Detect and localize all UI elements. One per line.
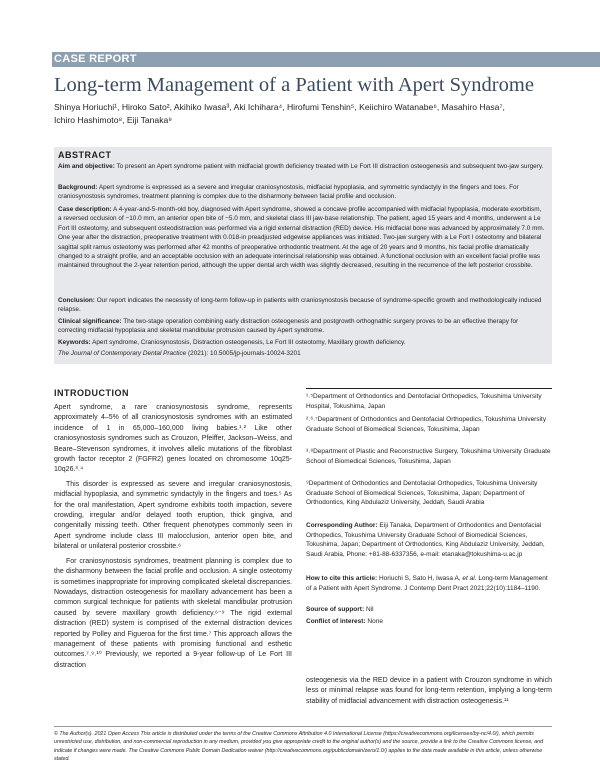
intro-paragraph-1: Apert syndrome, a rare craniosynostosis syndrome, represents approximately 4–5% of all craniosynostosis syndromes with an estimated incidence of 1 in 65,000–160,000 living babies.¹˒² Like other craniosynostosis syndromes such as Crouzon, Pfeiffer, Jackson–Weiss, and Beare–Stevenson syndromes, it involves allelic mutations of the fibroblast growth factor receptor 2 (FGFR2) genes located on chromosome 10q25-10q26.³˒⁴ <box>54 404 292 474</box>
affiliation-3: ³˒⁸Department of Plastic and Reconstructive Surgery, Tokushima University Graduate School of Biomedical Sciences, Tokushima, Japan <box>306 448 551 465</box>
case-label: Case description: <box>58 206 112 213</box>
case-report-label: CASE REPORT <box>54 53 137 65</box>
affiliation-4: ⁹Department of Orthodontics and Dentofacial Orthopedics, Tokushima University Graduate School of Biomedical Sciences, Tokushima, Japan; Department of Orthodontics, King Abdulaziz University, Jeddah, Saudi Arabia <box>306 480 538 507</box>
affiliation-rule <box>306 388 552 389</box>
abstract-conclusion <box>58 296 546 315</box>
keywords-label: Keywords: <box>58 339 91 346</box>
affiliation-2: ²˒⁶˒⁷Department of Orthodontics and Dentofacial Orthopedics, Tokushima University Graduate School of Biomedical Sciences, Tokushima, Japan <box>306 416 547 433</box>
abstract-case-description <box>58 205 546 271</box>
conflict-of-interest <box>306 617 552 627</box>
affiliation-1: ¹˒⁵Department of Orthodontics and Dentofacial Orthopedics, Tokushima University Hospital, Tokushima, Japan <box>306 393 542 410</box>
cite-text: Horiuchi S, Sato H, Iwasa A, <box>377 575 463 582</box>
support-label: Source of support: <box>306 606 365 613</box>
abstract-citation <box>58 349 546 358</box>
authors-line-2: Ichiro Hashimoto⁸, Eiji Tanaka⁹ <box>54 115 172 125</box>
introduction-body <box>54 403 292 671</box>
intro-paragraph-3: For craniosynostosis syndromes, treatment planning is complex due to the disharmony between the facial profile and occlusion. A single osteotomy is sometimes inappropriate for improving complicated skeletal discrepancies. Nowadays, distraction osteogenesis for maxillary advancement has been a common surgical technique for patients with skeletal mandibular protrusion caused by severe maxillary growth deficiency.⁶⁻⁹ The rigid external distraction (RED) system is comprised of the external distraction devices reported by Polley and Figueroa for the first time.⁷ This approach allows the management of these patients with promising functional and esthetic outcomes.⁷˒⁹˒¹⁰ Previously, we reported a 9-year follow-up of Le Fort III distraction <box>54 557 292 669</box>
conclusion-label: Conclusion: <box>58 297 95 304</box>
abstract-significance <box>58 317 546 336</box>
background-label: Background: <box>58 184 98 191</box>
cite-label: How to cite this article: <box>306 575 378 582</box>
significance-text: The two-stage operation combining early distraction osteogenesis and postgrowth orthognathic surgery proves to be an effective therapy for correcting midfacial hypoplasia and skeletal mandibular protrusion caused by Apert syndrome. <box>58 318 519 335</box>
intro-paragraph-2: This disorder is expressed as severe and irregular craniosynostosis, midfacial hypoplasia, and symmetric syndactyly in the fingers and toes.⁵ As for the oral manifestation, Apert syndrome exhibits tooth impaction, severe crowding, irregular and/or delayed tooth eruption, thick gingiva, and congenitally missing teeth. Other frequent phenotypes commonly seen in Apert syndrome include class III malocclusion, anterior open bite, and bilateral or unilateral posterior crossbite.⁶ <box>54 480 292 551</box>
significance-label: Clinical significance: <box>58 318 122 325</box>
background-text: Apert syndrome is expressed as a severe and irregular craniosynostosis, midfacial hypoplasia, and symmetric syndactyly in the fingers and toes. For craniosynostosis syndromes, treatment planning is complex due to the disharmony between facial profile and occlusion. <box>58 184 519 201</box>
abstract-aim <box>58 162 546 171</box>
abstract-heading: ABSTRACT <box>58 150 112 160</box>
cite-etal: et al. <box>462 575 477 582</box>
keywords-text: Apert syndrome, Craniosynostosis, Distraction osteogenesis, Le Fort III osteotomy, Maxillary growth deficiency. <box>90 339 406 346</box>
corresponding-label: Corresponding Author: <box>306 522 378 529</box>
citation-doi: (2021): 10.5005/jp-journals-10024-3201 <box>186 350 301 357</box>
cite-text-2: Long-term Management of a Patient with Apert Syndrome. J Contemp Dent Pract 2021;22(10):1184–1190. <box>306 575 548 592</box>
right-column-body: osteogenesis via the RED device in a patient with Crouzon syndrome in which less or minimal relapse was found for long-term retention, implying a long-term stability of midfacial advancement with distraction osteogenesis.¹¹ <box>306 677 552 705</box>
corresponding-author <box>306 521 552 559</box>
license-footer: © The Author(s). 2021 Open Access This article is distributed under the terms of the Creative Commons Attribution 4.0 International License (https://creativecommons.org/licenses/by-nc/4.0/), which permits unrestricted use, distribution, and non-commercial reproduction in any medium, provided you give appropriate credit to the original author(s) and the source, provide a link to the Creative Commons license, and indicate if changes were made. The Creative Commons Public Domain Dedication waiver (http://creativecommons.org/publicdomain/zero/1.0/) applies to the data made available in this article, unless otherwise stated. <box>54 731 544 762</box>
abstract-keywords <box>58 338 546 347</box>
article-title: Long-term Management of a Patient with Apert Syndrome <box>54 74 534 96</box>
citation-journal: The Journal of Contemporary Dental Practice <box>58 350 187 357</box>
conflict-label: Conflict of interest: <box>306 618 366 625</box>
introduction-heading: INTRODUCTION <box>54 388 129 398</box>
abstract-background <box>58 183 546 202</box>
aim-label: Aim and objective: <box>58 163 115 170</box>
conflict-text: None <box>365 618 383 625</box>
authors-line-1: Shinya Horiuchi¹, Hiroko Sato², Akihiko Iwasa³, Aki Ichihara⁴, Hirofumi Tenshin⁵, Keiichiro Watanabe⁶, Masahiro Hasa⁷, <box>54 102 505 112</box>
author-list <box>54 101 554 127</box>
source-of-support <box>306 605 552 615</box>
conclusion-text: Our report indicates the necessity of long-term follow-up in patients with craniosynostosis because of syndrome-specific growth and methodologically induced relapse. <box>58 297 542 314</box>
aim-text: To present an Apert syndrome patient with midfacial growth deficiency treated with Le Fort III distraction osteogenesis and subsequent two-jaw surgery. <box>114 163 544 170</box>
support-text: Nil <box>364 606 374 613</box>
corresponding-text: Eiji Tanaka, Department of Orthodontics and Dentofacial Orthopedics, Tokushima University Graduate School of Biomedical Sciences, Tokushima, Japan; Department of Orthodontics, King Abdulaziz University, Jeddah, Saudi Arabia, Phone: +81-88-6337356, e-mail: etanaka@tokushima-u.ac.jp <box>306 522 545 558</box>
case-text: A 4-year-and-5-month-old boy, diagnosed with Apert syndrome, showed a concave profile accompanied with midfacial hypoplasia, moderate exorbitism, a reversed occlusion of −10.0 mm, an anterior open bite of −5.0 mm, and skeletal class III jaw-base relationship. The patient, aged 15 years and 4 months, underwent a Le Fort III osteotomy, and subsequent osteodistraction was performed via a rigid external distraction (RED) device. His midfacial bone was advanced by approximately 7.0 mm. One year after the distraction, preoperative treatment with 0.018-in preadjusted edgewise appliances was initiated. Two-jaw surgery with a Le Fort I osteotomy and bilateral sagittal split ramus osteotomy was performed after 42 months of preoperative orthodontic treatment. At the age of 20 years and 9 months, his facial profile dramatically changed to a straight profile, and an acceptable occlusion with an adequate interincisal relationship was obtained. A functional occlusion with an excellent facial profile was maintained throughout the 2-year retention period, although the upper dental arch width was slightly decreased, resulting in the recurrence of the left posterior crossbite. <box>58 206 545 270</box>
how-to-cite <box>306 574 552 593</box>
